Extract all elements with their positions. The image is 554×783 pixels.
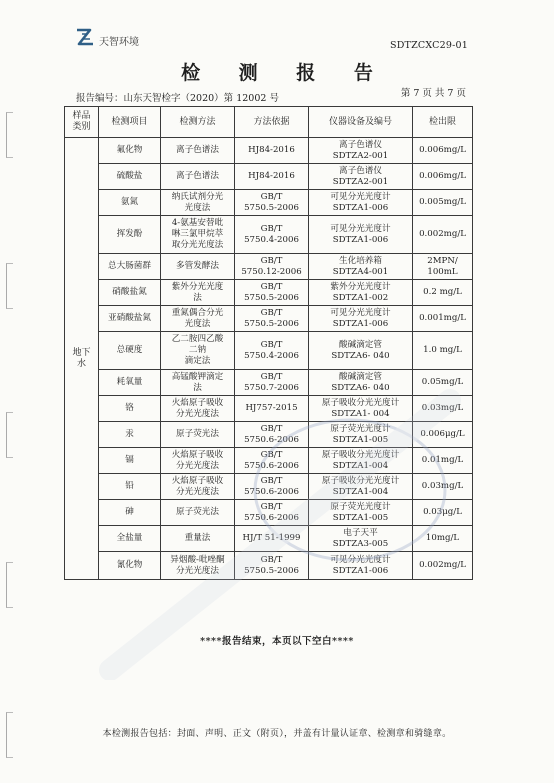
method-basis-cell: GB/T 5750.5-2006: [235, 280, 309, 306]
test-method-cell: 离子色谱法: [161, 138, 235, 164]
instrument-cell: 紫外分光光度计 SDTZA1-002: [309, 280, 413, 306]
header-method-basis: 方法依据: [235, 107, 309, 138]
method-basis-cell: GB/T 5750.4-2006: [235, 216, 309, 254]
detection-limit-cell: 0.006mg/L: [413, 164, 473, 190]
table-row: [65, 474, 473, 500]
method-basis-cell: GB/T 5750.12-2006: [235, 254, 309, 280]
test-item-cell: 氟化物: [99, 138, 161, 164]
test-item-cell: 挥发酚: [99, 216, 161, 254]
test-item-cell: 耗氧量: [99, 370, 161, 396]
detection-limit-cell: 0.002mg/L: [413, 216, 473, 254]
table-row: [65, 422, 473, 448]
detection-limit-cell: 0.006mg/L: [413, 138, 473, 164]
table-row: [65, 448, 473, 474]
table-row: [65, 216, 473, 254]
method-basis-cell: GB/T 5750.7-2006: [235, 370, 309, 396]
test-item-cell: 砷: [99, 500, 161, 526]
test-method-cell: 火焰原子吸收 分光光度法: [161, 448, 235, 474]
table-row: [65, 190, 473, 216]
method-basis-cell: GB/T 5750.5-2006: [235, 306, 309, 332]
method-basis-cell: GB/T 5750.6-2006: [235, 448, 309, 474]
document-code: SDTZCXC29-01: [390, 40, 468, 51]
test-method-cell: 原子荧光法: [161, 500, 235, 526]
test-item-cell: 铬: [99, 396, 161, 422]
instrument-cell: 可见分光光度计 SDTZA1-006: [309, 552, 413, 580]
detection-limit-cell: 0.005mg/L: [413, 190, 473, 216]
method-basis-cell: GB/T 5750.6-2006: [235, 500, 309, 526]
detection-limit-cell: 0.03mg/L: [413, 396, 473, 422]
closing-line: ****报告结束，本页以下空白****: [200, 636, 354, 647]
report-number: 报告编号：山东天智检字（2020）第 12002 号: [76, 93, 279, 104]
test-method-cell: 纳氏试剂分光 光度法: [161, 190, 235, 216]
method-basis-cell: GB/T 5750.6-2006: [235, 422, 309, 448]
table-row: [65, 526, 473, 552]
test-method-cell: 乙二胺四乙酸 二钠 滴定法: [161, 332, 235, 370]
method-basis-cell: HJ/T 51-1999: [235, 526, 309, 552]
binding-mark: [6, 562, 13, 608]
instrument-cell: 酸碱滴定管 SDTZA6- 040: [309, 370, 413, 396]
test-item-cell: 总大肠菌群: [99, 254, 161, 280]
test-method-cell: 多管发酵法: [161, 254, 235, 280]
test-method-cell: 离子色谱法: [161, 164, 235, 190]
test-item-cell: 汞: [99, 422, 161, 448]
method-basis-cell: GB/T 5750.5-2006: [235, 190, 309, 216]
detection-limit-cell: 10mg/L: [413, 526, 473, 552]
method-basis-cell: GB/T 5750.4-2006: [235, 332, 309, 370]
table-row: [65, 306, 473, 332]
test-item-cell: 硫酸盐: [99, 164, 161, 190]
test-method-cell: 重氮偶合分光 光度法: [161, 306, 235, 332]
binding-mark: [6, 263, 13, 309]
results-table: [64, 106, 473, 580]
test-method-cell: 紫外分光光度 法: [161, 280, 235, 306]
detection-limit-cell: 0.05mg/L: [413, 370, 473, 396]
detection-limit-cell: 0.03mg/L: [413, 474, 473, 500]
header-test-method: 检测方法: [161, 107, 235, 138]
table-header-row: [65, 107, 473, 138]
detection-limit-cell: 2MPN/ 100mL: [413, 254, 473, 280]
instrument-cell: 可见分光光度计 SDTZA1-006: [309, 216, 413, 254]
test-method-cell: 异烟酸-吡唑酮 分光光度法: [161, 552, 235, 580]
sample-category-cell: 地下 水: [65, 138, 99, 580]
test-method-cell: 火焰原子吸收 分光光度法: [161, 396, 235, 422]
table-row: [65, 396, 473, 422]
test-method-cell: 4-氨基安替吡 啉三氯甲烷萃 取分光光度法: [161, 216, 235, 254]
table-row: [65, 332, 473, 370]
instrument-cell: 电子天平 SDTZA3-005: [309, 526, 413, 552]
instrument-cell: 原子荧光光度计 SDTZA1-005: [309, 422, 413, 448]
test-item-cell: 亚硝酸盐氮: [99, 306, 161, 332]
header-instrument: 仪器设备及编号: [309, 107, 413, 138]
header-sample-category: 样品 类别: [65, 107, 99, 138]
detection-limit-cell: 0.01mg/L: [413, 448, 473, 474]
test-item-cell: 氨氮: [99, 190, 161, 216]
header-detection-limit: 检出限: [413, 107, 473, 138]
table-row: [65, 280, 473, 306]
instrument-cell: 酸碱滴定管 SDTZA6- 040: [309, 332, 413, 370]
instrument-cell: 可见分光光度计 SDTZA1-006: [309, 306, 413, 332]
test-method-cell: 原子荧光法: [161, 422, 235, 448]
instrument-cell: 原子吸收分光光度计 SDTZA1-004: [309, 448, 413, 474]
header-test-item: 检测项目: [99, 107, 161, 138]
page-number: 第 7 页 共 7 页: [400, 88, 466, 99]
table-row: [65, 370, 473, 396]
detection-limit-cell: 0.006μg/L: [413, 422, 473, 448]
binding-mark: [6, 112, 13, 158]
detection-limit-cell: 0.03μg/L: [413, 500, 473, 526]
instrument-cell: 可见分光光度计 SDTZA1-006: [309, 190, 413, 216]
table-row: [65, 138, 473, 164]
table-row: [65, 164, 473, 190]
instrument-cell: 原子吸收分光光度计 SDTZA1-004: [309, 474, 413, 500]
detection-limit-cell: 0.001mg/L: [413, 306, 473, 332]
test-item-cell: 全盐量: [99, 526, 161, 552]
method-basis-cell: GB/T 5750.5-2006: [235, 552, 309, 580]
instrument-cell: 生化培养箱 SDTZA4-001: [309, 254, 413, 280]
detection-limit-cell: 0.002mg/L: [413, 552, 473, 580]
test-item-cell: 镉: [99, 448, 161, 474]
test-item-cell: 总硬度: [99, 332, 161, 370]
test-method-cell: 火焰原子吸收 分光光度法: [161, 474, 235, 500]
detection-limit-cell: 0.2 mg/L: [413, 280, 473, 306]
method-basis-cell: HJ757-2015: [235, 396, 309, 422]
page-title: 检 测 报 告: [181, 62, 389, 84]
test-method-cell: 重量法: [161, 526, 235, 552]
instrument-cell: 原子吸收分光光度计 SDTZA1- 004: [309, 396, 413, 422]
instrument-cell: 原子荧光光度计 SDTZA1-005: [309, 500, 413, 526]
instrument-cell: 离子色谱仪 SDTZA2-001: [309, 164, 413, 190]
table-row: [65, 552, 473, 580]
table-row: [65, 500, 473, 526]
company-logo: [74, 26, 139, 48]
company-name: 天智环境: [99, 36, 139, 48]
test-method-cell: 高锰酸钾滴定 法: [161, 370, 235, 396]
binding-mark: [6, 412, 13, 458]
method-basis-cell: GB/T 5750.6-2006: [235, 474, 309, 500]
instrument-cell: 离子色谱仪 SDTZA2-001: [309, 138, 413, 164]
method-basis-cell: HJ84-2016: [235, 164, 309, 190]
logo-mark-icon: [74, 26, 96, 48]
method-basis-cell: HJ84-2016: [235, 138, 309, 164]
detection-limit-cell: 1.0 mg/L: [413, 332, 473, 370]
test-item-cell: 氰化物: [99, 552, 161, 580]
footnote: 本检测报告包括：封面、声明、正文（附页），并盖有计量认证章、检测章和骑缝章。: [102, 729, 452, 739]
table-row: [65, 254, 473, 280]
test-item-cell: 硝酸盐氮: [99, 280, 161, 306]
test-item-cell: 铅: [99, 474, 161, 500]
